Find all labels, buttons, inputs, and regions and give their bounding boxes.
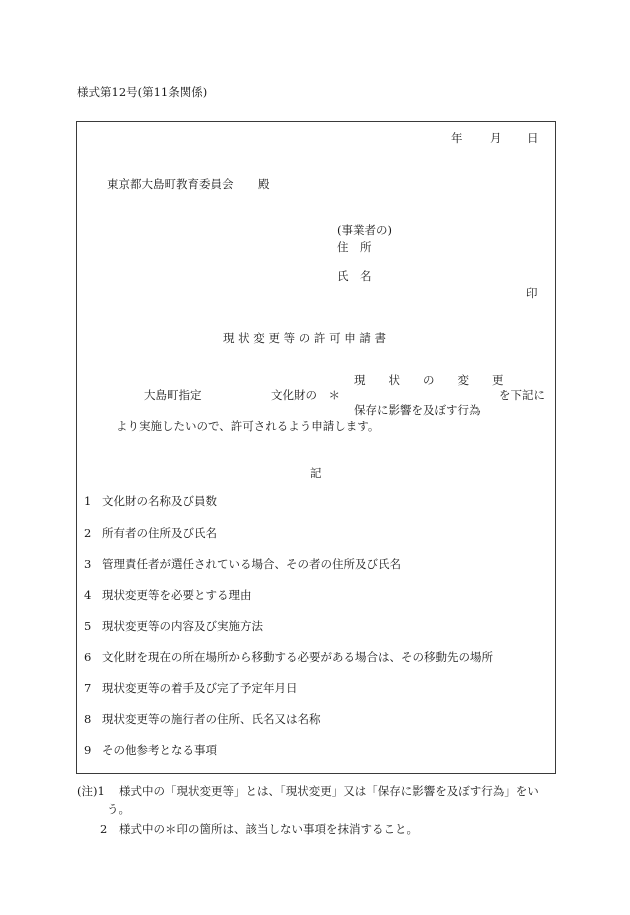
document-title: 現 状 変 更 等 の 許 可 申 請 書 [223, 331, 387, 345]
application-form-frame [76, 121, 556, 774]
list-item: 7 現状変更等の着手及び完了予定年月日 [84, 681, 298, 695]
addressee-honorific: 殿 [258, 177, 270, 191]
list-item: 9 その他参考となる事項 [84, 743, 217, 757]
seal-mark: 印 [526, 286, 538, 300]
applicant-name-label: 氏 名 [337, 269, 372, 283]
option-preservation-effect: 保存に影響を及ぼす行為 [354, 403, 481, 417]
designation-label: 大島町指定 [144, 388, 202, 402]
cultural-property-label: 文化財の ＊ [271, 388, 340, 402]
list-item: 4 現状変更等を必要とする理由 [84, 588, 252, 602]
date-year-label: 年 [451, 131, 463, 145]
note-1-text: 様式中の「現状変更等」とは、「現状変更」又は「保存に影響を及ぼす行為」をい [119, 784, 539, 798]
list-item: 2 所有者の住所及び氏名 [84, 526, 217, 540]
date-day-label: 日 [527, 131, 539, 145]
list-item: 5 現状変更等の内容及び実施方法 [84, 619, 263, 633]
body-continuation: より実施したいので、許可されるよう申請します。 [116, 419, 380, 433]
list-item: 6 文化財を現在の所在場所から移動する必要がある場合は、その移動先の場所 [84, 650, 493, 664]
applicant-business-label: (事業者の) [337, 223, 392, 237]
applicant-address-label: 住 所 [337, 240, 372, 254]
addressee-name: 東京都大島町教育委員会 [107, 177, 234, 191]
note-2-text: 様式中の＊印の箇所は、該当しない事項を抹消すること。 [119, 822, 418, 836]
note-2-number: 2 [100, 822, 108, 836]
list-item: 8 現状変更等の施行者の住所、氏名又は名称 [84, 712, 321, 726]
record-heading: 記 [310, 466, 322, 480]
notes-prefix: (注)1 [77, 784, 105, 798]
date-month-label: 月 [490, 131, 502, 145]
note-1-continuation: う。 [107, 802, 130, 816]
body-suffix: を下記に [499, 388, 545, 402]
form-number: 様式第12号(第11条関係) [77, 85, 208, 99]
list-item: 1 文化財の名称及び員数 [84, 494, 217, 508]
list-item: 3 管理責任者が選任されている場合、その者の住所及び氏名 [84, 557, 401, 571]
option-current-state-change: 現 状 の 変 更 [354, 373, 504, 387]
